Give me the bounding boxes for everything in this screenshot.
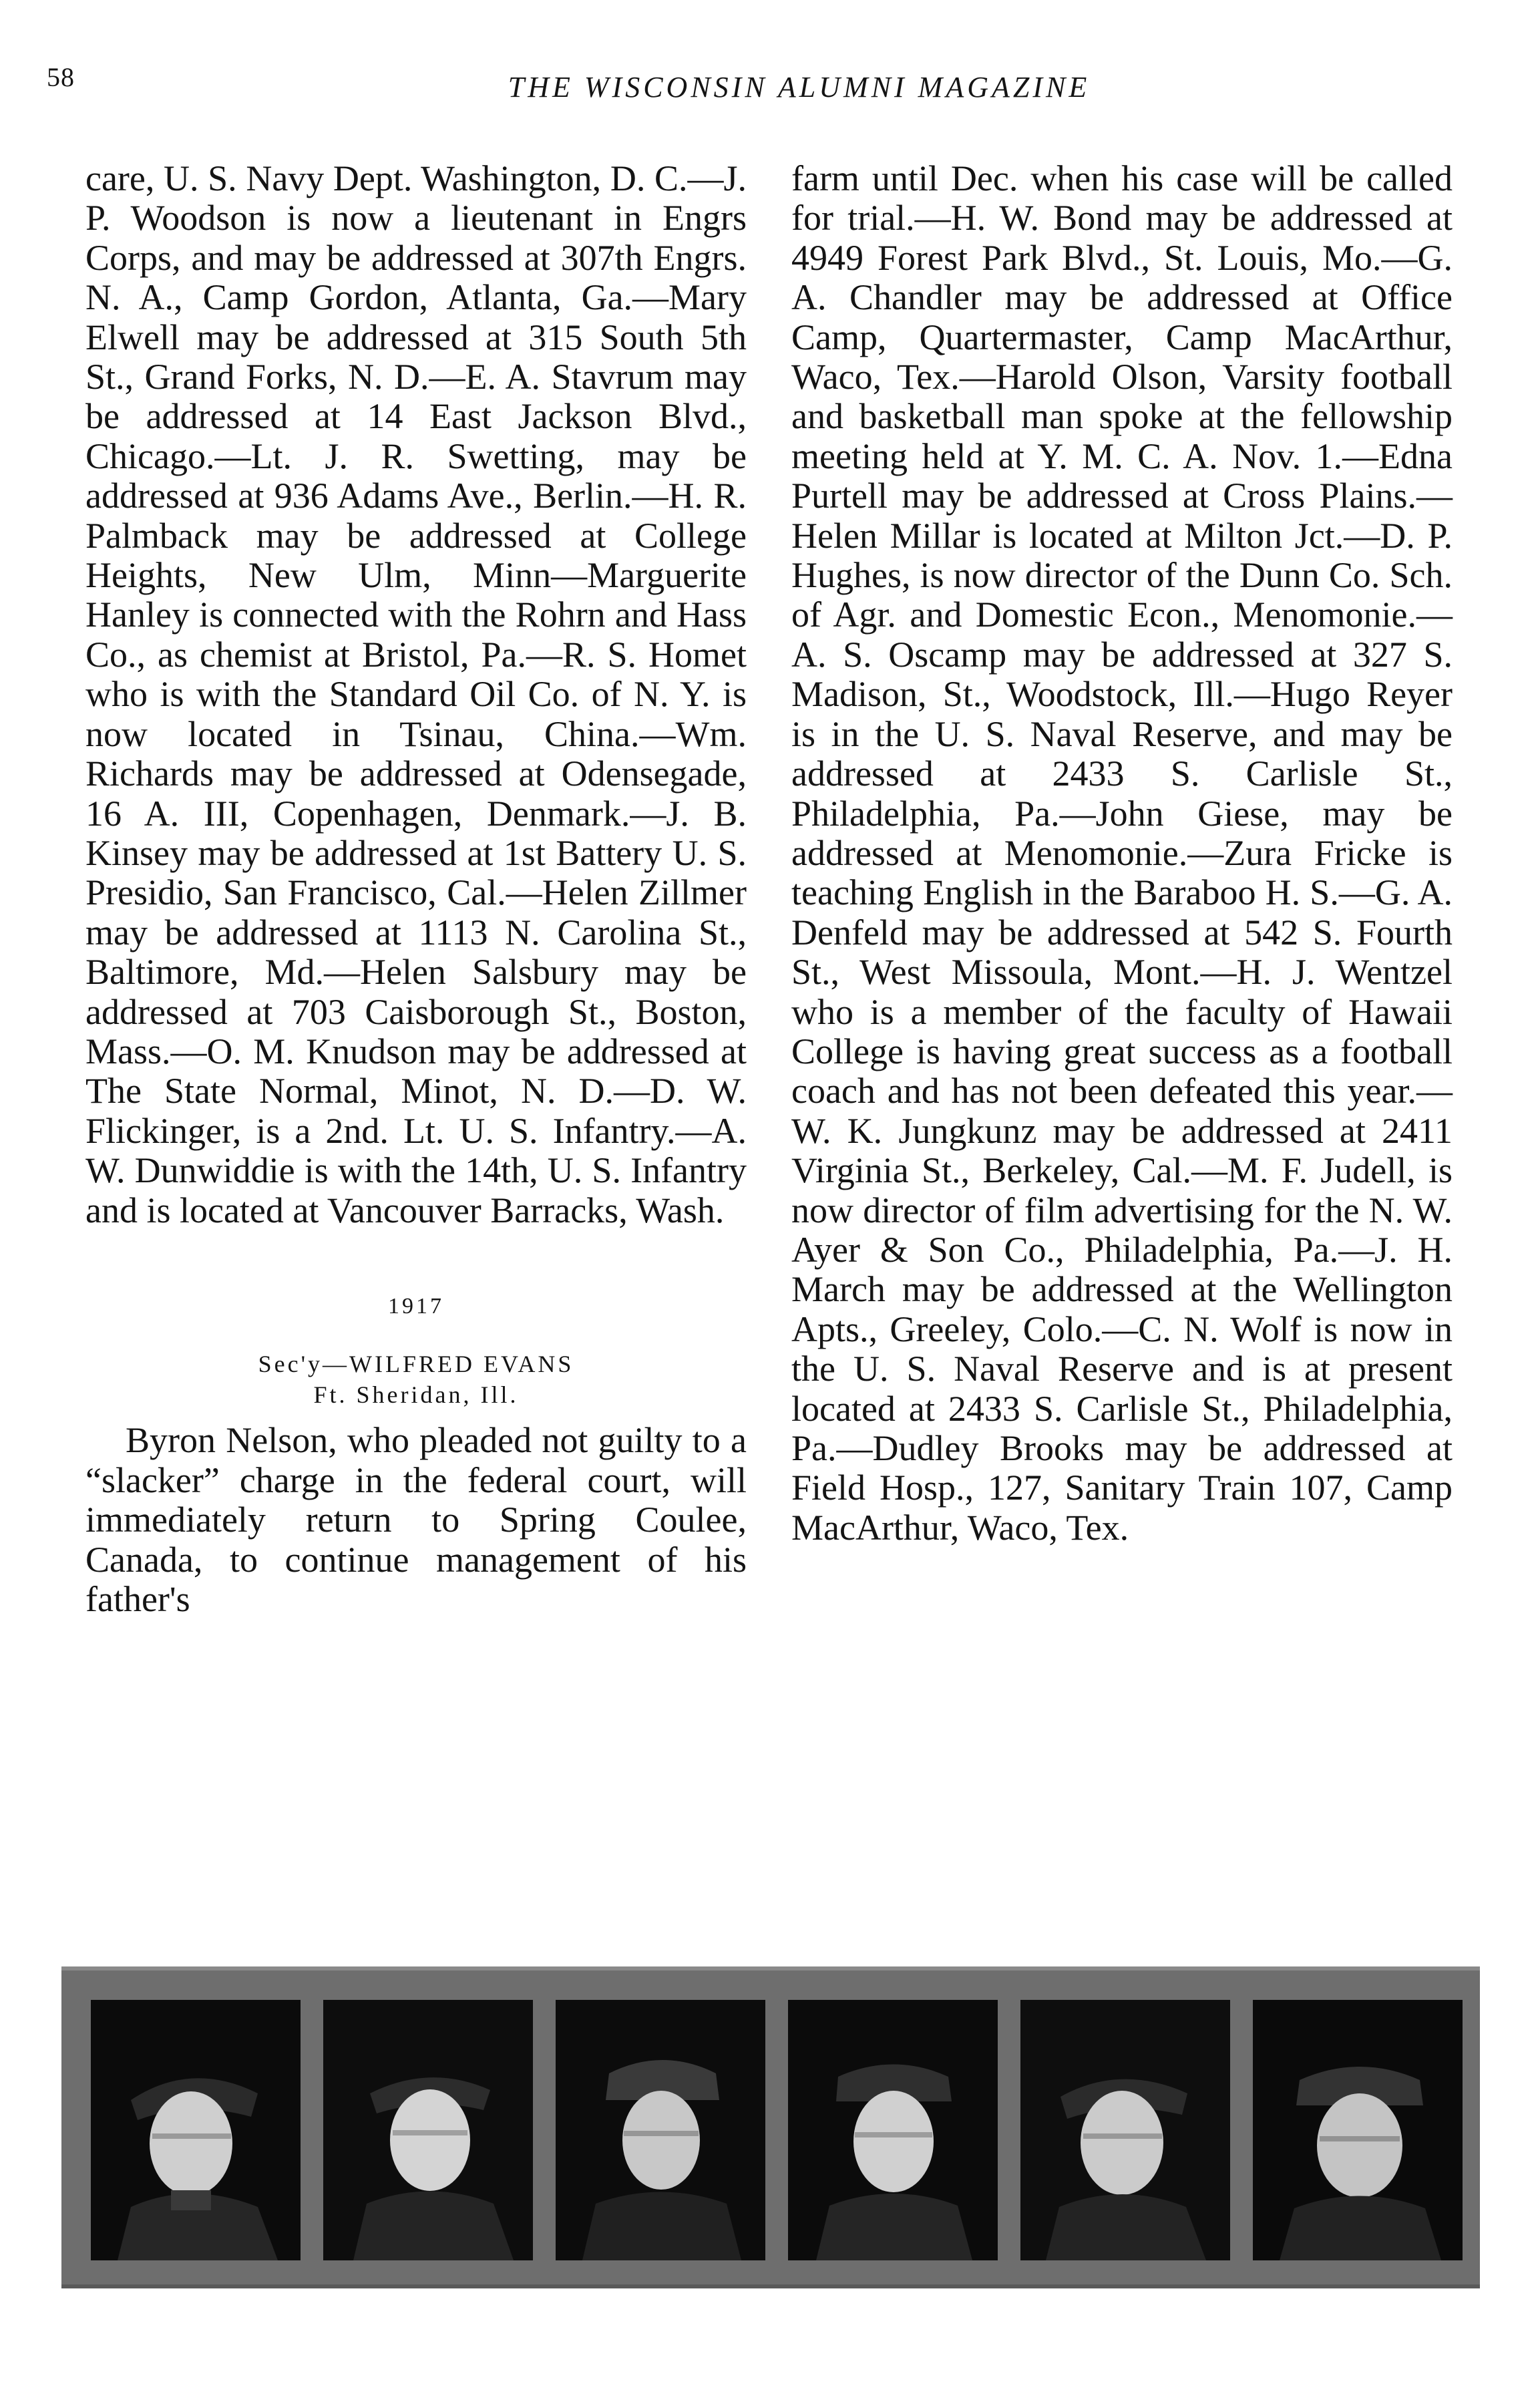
photo-strip [61,1966,1480,2288]
military-portrait-icon [788,2000,998,2260]
running-head: THE WISCONSIN ALUMNI MAGAZINE [508,71,1091,104]
military-portrait-icon [1020,2000,1230,2260]
class-secretary: Sec'y—WILFRED EVANS [258,1351,574,1378]
left-column [85,159,747,1619]
military-portrait-icon [556,2000,765,2260]
left-column-text: care, U. S. Navy Dept. Washington, D. C.—J. P. Woodson is now a lieutenant in Engrs Corps, and may be addressed at 307th Engrs. N. A., Camp Gordon, Atlanta, Ga.—Mary Elwell may be addressed at 315 South 5th St., Grand Forks, N. D.—E. A. Stavrum may be addressed at 14 East Jackson Blvd., Chicago.—Lt. J. R. Swetting, may be addressed at 936 Adams Ave., Berlin.—H. R. Palmback may be addressed at College Heights, New Ulm, Minn—Marguerite Hanley is connected with the Rohrn and Hass Co., as chemist at Bristol, Pa.—R. S. Homet who is with the Standard Oil Co. of N. Y. is now located in Tsinau, China.—Wm. Richards may be addressed at Odensegade, 16 A. III, Copenhagen, Denmark.—J. B. Kinsey may be addressed at 1st Battery U. S. Presidio, San Francisco, Cal.—Helen Zillmer may be addressed at 1113 N. Carolina St., Baltimore, Md.—Helen Salsbury may be addressed at 703 Caisborough St., Boston, Mass.—O. M. Knudson may be addressed at The State Normal, Minot, N. D.—D. W. Flickinger, is a 2nd. Lt. U. S. Infantry.—A. W. Dunwiddie is with the 14th, U. S. Infantry and is located at Vancouver Barracks, Wash. [85,158,747,1230]
military-portrait-icon [323,2000,533,2260]
military-portrait-icon [1253,2000,1463,2260]
military-portrait-icon [91,2000,301,2260]
class-secretary-address: Ft. Sheridan, Ill. [313,1381,519,1409]
right-column [791,159,1453,1548]
class-notes-opening: Byron Nelson, who pleaded not guilty to a “slacker” charge in the federal court, will immediately return to Spring Coulee, Canada, to continue management of his father's [85,1420,747,1619]
page-number: 58 [47,62,75,92]
class-year-heading: 1917 [388,1293,444,1319]
right-column-text: farm until Dec. when his case will be called for trial.—H. W. Bond may be addressed at 4949 Forest Park Blvd., St. Louis, Mo.—G. A. Chandler may be addressed at Office Camp, Quartermaster, Camp MacArthur, Waco, Tex.—Harold Olson, Varsity football and basketball man spoke at the fellowship meeting held at Y. M. C. A. Nov. 1.—Edna Purtell may be addressed at Cross Plains.—Helen Millar is located at Milton Jct.—D. P. Hughes, is now director of the Dunn Co. Sch. of Agr. and Domestic Econ., Menomonie.—A. S. Oscamp may be addressed at 327 S. Madison, St., Woodstock, Ill.—Hugo Reyer is in the U. S. Naval Reserve, and may be addressed at 2433 S. Carlisle St., Philadelphia, Pa.—John Giese, may be addressed at Menomonie.—Zura Fricke is teaching English in the Baraboo H. S.—G. A. Denfeld may be addressed at 542 S. Fourth St., West Missoula, Mont.—H. J. Wentzel who is a member of the faculty of Hawaii College is having great success as a football coach and has not been defeated this year.—W. K. Jungkunz may be addressed at 2411 Virginia St., Berkeley, Cal.—M. F. Judell, is now director of film advertising for the N. W. Ayer & Son Co., Philadelphia, Pa.—J. H. March may be addressed at the Wellington Apts., Greeley, Colo.—C. N. Wolf is now in the U. S. Naval Reserve and is at present located at 2433 S. Carlisle St., Philadelphia, Pa.—Dudley Brooks may be addressed at Field Hosp., 127, Sanitary Train 107, Camp MacArthur, Waco, Tex. [791,158,1453,1548]
